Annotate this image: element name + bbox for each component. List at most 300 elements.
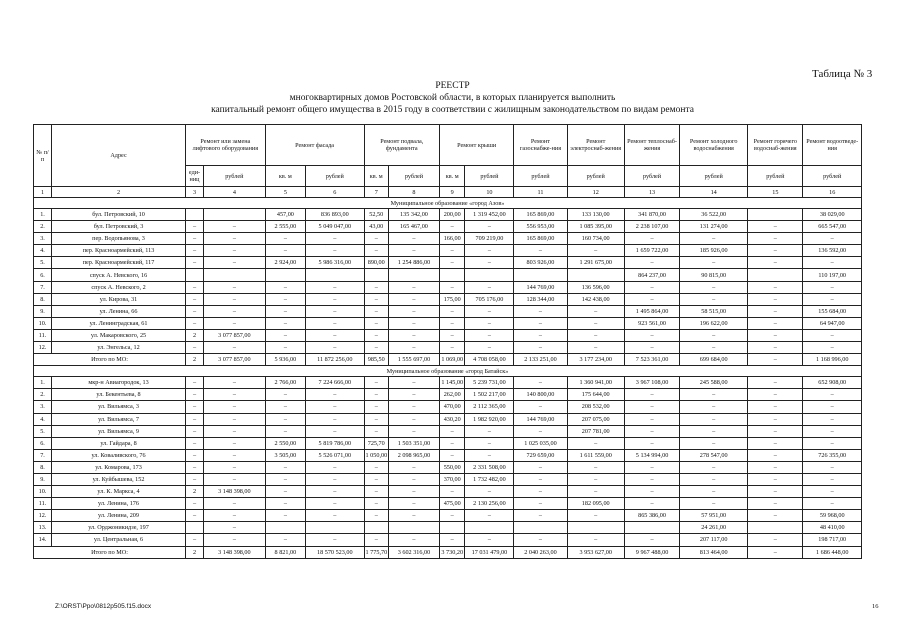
value-cell: 5 134 994,00 (624, 449, 679, 461)
column-number: 12 (567, 187, 624, 198)
value-cell: – (364, 293, 388, 305)
value-cell: 1 611 559,00 (567, 449, 624, 461)
row-number: 2. (34, 389, 52, 401)
value-cell: – (364, 329, 388, 341)
value-cell: – (680, 437, 748, 449)
table-row (34, 317, 862, 329)
value-cell: – (265, 461, 305, 473)
value-cell: 5 049 047,00 (306, 221, 364, 233)
table-row (34, 257, 862, 269)
value-cell: 1 291 675,00 (567, 257, 624, 269)
value-cell: 198 717,00 (803, 534, 862, 546)
value-cell: – (624, 498, 679, 510)
value-cell: – (204, 317, 266, 329)
value-cell: – (265, 486, 305, 498)
value-cell: – (803, 473, 862, 485)
value-cell (185, 522, 203, 534)
value-cell: 1 254 886,00 (388, 257, 439, 269)
value-cell: 836 893,00 (306, 209, 364, 221)
value-cell: – (265, 413, 305, 425)
value-cell: – (204, 461, 266, 473)
value-cell: – (465, 437, 514, 449)
column-number: 11 (514, 187, 567, 198)
value-cell: – (680, 425, 748, 437)
value-cell: 207 117,00 (680, 534, 748, 546)
column-number: 13 (624, 187, 679, 198)
table-row (34, 233, 862, 245)
value-cell (748, 209, 803, 221)
value-cell: – (803, 281, 862, 293)
value-cell: – (185, 317, 203, 329)
value-cell: – (567, 245, 624, 257)
value-cell: – (306, 317, 364, 329)
value-cell: – (567, 317, 624, 329)
row-number: 1. (34, 377, 52, 389)
value-cell: 175,00 (439, 293, 465, 305)
address-cell: бул. Петровский, 3 (52, 221, 186, 233)
value-cell: – (364, 389, 388, 401)
value-cell: 1 503 351,00 (388, 437, 439, 449)
value-cell (439, 522, 465, 534)
value-cell: – (624, 281, 679, 293)
value-cell: – (185, 510, 203, 522)
value-cell: 2 (185, 329, 203, 341)
value-cell: 3 967 108,00 (624, 377, 679, 389)
value-cell: – (185, 377, 203, 389)
value-cell: 43,00 (364, 221, 388, 233)
table-row (34, 473, 862, 485)
value-cell: – (514, 377, 567, 389)
value-cell: – (624, 401, 679, 413)
value-cell: – (624, 534, 679, 546)
value-cell: 5 526 071,00 (306, 449, 364, 461)
value-cell: 207 781,00 (567, 425, 624, 437)
value-cell: – (439, 534, 465, 546)
value-cell: 3 148 398,00 (204, 486, 266, 498)
value-cell: 175 644,00 (567, 389, 624, 401)
value-cell: 729 659,00 (514, 449, 567, 461)
value-cell: – (624, 233, 679, 245)
value-cell: – (624, 486, 679, 498)
address-cell: ул. Бекентьева, 8 (52, 389, 186, 401)
value-cell: – (204, 305, 266, 317)
row-number: 5. (34, 257, 52, 269)
value-cell: – (514, 486, 567, 498)
value-cell: 2 130 256,00 (465, 498, 514, 510)
value-cell: 1 085 395,00 (567, 221, 624, 233)
value-cell: – (465, 245, 514, 257)
value-cell: – (364, 486, 388, 498)
row-number: 2. (34, 221, 52, 233)
row-number: 13. (34, 522, 52, 534)
column-number: 1 (34, 187, 52, 198)
row-number: 9. (34, 305, 52, 317)
value-cell: 52,50 (364, 209, 388, 221)
value-cell: 196 622,00 (680, 317, 748, 329)
value-cell: – (748, 498, 803, 510)
value-cell: – (514, 510, 567, 522)
value-cell: – (185, 257, 203, 269)
value-cell: – (364, 498, 388, 510)
value-cell: – (567, 534, 624, 546)
value-cell: 57 951,00 (680, 510, 748, 522)
value-cell: – (364, 233, 388, 245)
value-cell: – (624, 473, 679, 485)
table-row (34, 245, 862, 257)
total-value: 2 (185, 354, 203, 366)
value-cell: 705 176,00 (465, 293, 514, 305)
value-cell: – (748, 486, 803, 498)
value-cell (306, 269, 364, 281)
unit-cell: рублей (306, 166, 364, 187)
title-line-1: РЕЕСТР (435, 81, 470, 91)
value-cell: 430,20 (439, 413, 465, 425)
value-cell: – (306, 305, 364, 317)
value-cell: – (465, 317, 514, 329)
value-cell: 709 219,00 (465, 233, 514, 245)
value-cell: – (803, 425, 862, 437)
value-cell: – (204, 510, 266, 522)
value-cell: – (465, 305, 514, 317)
total-label: Итого по МО: (34, 354, 186, 366)
value-cell: – (364, 413, 388, 425)
value-cell (185, 269, 203, 281)
value-cell: – (364, 425, 388, 437)
total-value: 2 040 263,00 (514, 546, 567, 558)
value-cell: – (306, 510, 364, 522)
value-cell: – (306, 245, 364, 257)
address-cell: пер. Красноармейский, 113 (52, 245, 186, 257)
value-cell: – (748, 425, 803, 437)
value-cell: 207 075,00 (567, 413, 624, 425)
table-row (34, 461, 862, 473)
value-cell: – (265, 425, 305, 437)
value-cell: – (306, 534, 364, 546)
column-number: 7 (364, 187, 388, 198)
total-value: 2 (185, 546, 203, 558)
section-header-row (34, 366, 862, 377)
value-cell: – (748, 317, 803, 329)
column-number: 8 (388, 187, 439, 198)
header-roof: Ремонт крыши (439, 125, 513, 166)
value-cell: – (388, 281, 439, 293)
value-cell: – (204, 498, 266, 510)
value-cell: – (624, 461, 679, 473)
value-cell: – (204, 221, 266, 233)
value-cell: – (748, 461, 803, 473)
header-cold-water: Ремонт холодного водоснабжения (680, 125, 748, 166)
value-cell: – (185, 401, 203, 413)
value-cell: 665 547,00 (803, 221, 862, 233)
value-cell: 166,00 (439, 233, 465, 245)
address-cell: ул. Комарова, 173 (52, 461, 186, 473)
value-cell (514, 269, 567, 281)
column-number: 14 (680, 187, 748, 198)
value-cell: – (388, 413, 439, 425)
value-cell: – (185, 461, 203, 473)
value-cell: – (388, 305, 439, 317)
address-cell: ул. Макаровского, 25 (52, 329, 186, 341)
total-value: 1 069,00 (439, 354, 465, 366)
value-cell: – (748, 437, 803, 449)
value-cell: – (624, 389, 679, 401)
value-cell: – (388, 233, 439, 245)
value-cell: – (748, 342, 803, 354)
value-cell (204, 269, 266, 281)
value-cell: – (185, 305, 203, 317)
value-cell: – (204, 449, 266, 461)
value-cell: – (567, 305, 624, 317)
value-cell: – (364, 377, 388, 389)
row-number: 6. (34, 437, 52, 449)
table-row (34, 221, 862, 233)
header-basement: Ремонт подвала, фундамента (364, 125, 439, 166)
file-path: Z:\ORST\Ppo\0812p505.f15.docx (55, 603, 152, 610)
value-cell: 1 659 722,00 (624, 245, 679, 257)
header-heat: Ремонт теплоснаб-жения (624, 125, 679, 166)
value-cell: – (306, 498, 364, 510)
value-cell: – (465, 342, 514, 354)
value-cell: – (514, 461, 567, 473)
value-cell: – (388, 473, 439, 485)
value-cell (624, 522, 679, 534)
value-cell: – (185, 293, 203, 305)
value-cell: – (680, 293, 748, 305)
address-cell: ул. Куйбышева, 152 (52, 473, 186, 485)
value-cell (388, 522, 439, 534)
value-cell: – (185, 449, 203, 461)
row-number: 7. (34, 281, 52, 293)
value-cell: – (364, 473, 388, 485)
total-row (34, 354, 862, 366)
table-row (34, 269, 862, 281)
table-row (34, 305, 862, 317)
unit-cell: рублей (204, 166, 266, 187)
value-cell (465, 269, 514, 281)
column-number: 3 (185, 187, 203, 198)
value-cell: – (185, 221, 203, 233)
value-cell: – (388, 425, 439, 437)
value-cell: – (748, 221, 803, 233)
value-cell: – (306, 293, 364, 305)
value-cell: 556 953,00 (514, 221, 567, 233)
row-number: 9. (34, 473, 52, 485)
value-cell: – (306, 342, 364, 354)
value-cell: – (185, 281, 203, 293)
value-cell: – (388, 534, 439, 546)
value-cell: 5 239 731,00 (465, 377, 514, 389)
value-cell: – (514, 342, 567, 354)
value-cell (306, 522, 364, 534)
table-row (34, 522, 862, 534)
row-number: 5. (34, 425, 52, 437)
total-row (34, 546, 862, 558)
address-cell: ул. Энгельса, 12 (52, 342, 186, 354)
value-cell: – (185, 534, 203, 546)
value-cell: 136 596,00 (567, 281, 624, 293)
value-cell: – (748, 510, 803, 522)
address-cell: пер. Красноармейский, 117 (52, 257, 186, 269)
value-cell: – (265, 329, 305, 341)
unit-cell: кв. м (364, 166, 388, 187)
value-cell: 185 926,00 (680, 245, 748, 257)
value-cell: – (465, 534, 514, 546)
header-num: № п/п (34, 125, 52, 187)
value-cell: – (439, 329, 465, 341)
total-value: 9 967 488,00 (624, 546, 679, 558)
address-cell: ул. Гайдара, 8 (52, 437, 186, 449)
value-cell: – (265, 534, 305, 546)
value-cell: 1 319 452,00 (465, 209, 514, 221)
value-cell: – (439, 342, 465, 354)
row-number: 4. (34, 413, 52, 425)
value-cell: – (567, 486, 624, 498)
value-cell: – (803, 293, 862, 305)
total-value: 1 775,70 (364, 546, 388, 558)
value-cell: – (803, 233, 862, 245)
value-cell: – (748, 293, 803, 305)
row-number: 3. (34, 401, 52, 413)
total-value: 3 077 857,00 (204, 354, 266, 366)
value-cell: – (567, 342, 624, 354)
value-cell: 200,00 (439, 209, 465, 221)
column-number: 10 (465, 187, 514, 198)
address-cell: ул. Центральная, 6 (52, 534, 186, 546)
total-value: 1 555 697,00 (388, 354, 439, 366)
header-hot-water: Ремонт горячего водоснаб-жения (748, 125, 803, 166)
header-address: Адрес (52, 125, 186, 187)
value-cell: – (306, 486, 364, 498)
value-cell: 38 029,00 (803, 209, 862, 221)
table-row (34, 342, 862, 354)
total-value: 3 177 234,00 (567, 354, 624, 366)
value-cell: 155 684,00 (803, 305, 862, 317)
value-cell (364, 522, 388, 534)
value-cell: 36 522,00 (680, 209, 748, 221)
value-cell: – (439, 437, 465, 449)
value-cell: 923 561,00 (624, 317, 679, 329)
value-cell: 864 237,00 (624, 269, 679, 281)
value-cell: – (465, 425, 514, 437)
value-cell: 245 588,00 (680, 377, 748, 389)
column-number: 5 (265, 187, 305, 198)
total-value: 3 730,20 (439, 546, 465, 558)
row-number: 7. (34, 449, 52, 461)
value-cell: – (680, 461, 748, 473)
unit-cell: кв. м (439, 166, 465, 187)
value-cell (388, 269, 439, 281)
header-lift: Ремонт или замена лифтового оборудования (185, 125, 265, 166)
row-number: 4. (34, 245, 52, 257)
address-cell: спуск А. Невского, 2 (52, 281, 186, 293)
address-cell: ул. Орджоникидзе, 197 (52, 522, 186, 534)
value-cell: – (567, 461, 624, 473)
total-value: 4 708 058,00 (465, 354, 514, 366)
total-value: 1 168 996,00 (803, 354, 862, 366)
value-cell: – (364, 401, 388, 413)
column-number: 15 (748, 187, 803, 198)
value-cell: – (364, 461, 388, 473)
total-value: 11 872 256,00 (306, 354, 364, 366)
value-cell: – (204, 437, 266, 449)
value-cell: 136 592,00 (803, 245, 862, 257)
value-cell (265, 522, 305, 534)
table-row (34, 401, 862, 413)
value-cell: 475,00 (439, 498, 465, 510)
value-cell: – (388, 377, 439, 389)
value-cell: 2 (185, 486, 203, 498)
value-cell: 131 274,00 (680, 221, 748, 233)
total-value: 1 686 448,00 (803, 546, 862, 558)
column-numbers-row (34, 187, 862, 198)
value-cell: 133 130,00 (567, 209, 624, 221)
table-row (34, 413, 862, 425)
value-cell: – (514, 317, 567, 329)
value-cell: 1 360 941,00 (567, 377, 624, 389)
value-cell: – (204, 473, 266, 485)
value-cell: – (204, 257, 266, 269)
value-cell: 1 502 217,00 (465, 389, 514, 401)
value-cell: – (364, 281, 388, 293)
value-cell: 58 515,00 (680, 305, 748, 317)
unit-cell: рублей (680, 166, 748, 187)
table-body (34, 198, 862, 559)
value-cell: – (439, 486, 465, 498)
value-cell: – (465, 510, 514, 522)
value-cell: – (803, 342, 862, 354)
total-value: 17 031 479,00 (465, 546, 514, 558)
value-cell: – (465, 329, 514, 341)
value-cell: – (514, 305, 567, 317)
value-cell: 1 050,00 (364, 449, 388, 461)
value-cell: 550,00 (439, 461, 465, 473)
value-cell: 1 145,00 (439, 377, 465, 389)
table-row (34, 281, 862, 293)
unit-cell: рублей (748, 166, 803, 187)
value-cell: – (364, 245, 388, 257)
value-cell: 208 532,00 (567, 401, 624, 413)
value-cell (265, 269, 305, 281)
value-cell: – (388, 498, 439, 510)
total-value: 8 821,00 (265, 546, 305, 558)
value-cell: 160 734,00 (567, 233, 624, 245)
row-number: 10. (34, 486, 52, 498)
row-number: 3. (34, 233, 52, 245)
value-cell: 2 766,00 (265, 377, 305, 389)
value-cell: – (265, 281, 305, 293)
value-cell: 144 769,00 (514, 413, 567, 425)
value-cell: – (748, 401, 803, 413)
column-number: 9 (439, 187, 465, 198)
total-value: 3 953 627,00 (567, 546, 624, 558)
registry-table (33, 124, 862, 559)
value-cell: – (748, 449, 803, 461)
total-value: 7 523 361,00 (624, 354, 679, 366)
value-cell: – (204, 401, 266, 413)
unit-cell: рублей (465, 166, 514, 187)
value-cell (567, 522, 624, 534)
value-cell: 865 386,00 (624, 510, 679, 522)
value-cell: 48 410,00 (803, 522, 862, 534)
value-cell: – (803, 329, 862, 341)
value-cell: – (680, 401, 748, 413)
value-cell: – (204, 413, 266, 425)
value-cell: – (624, 437, 679, 449)
value-cell: – (748, 329, 803, 341)
value-cell: – (388, 389, 439, 401)
value-cell: – (388, 293, 439, 305)
address-cell: ул. Вильямса, 3 (52, 401, 186, 413)
